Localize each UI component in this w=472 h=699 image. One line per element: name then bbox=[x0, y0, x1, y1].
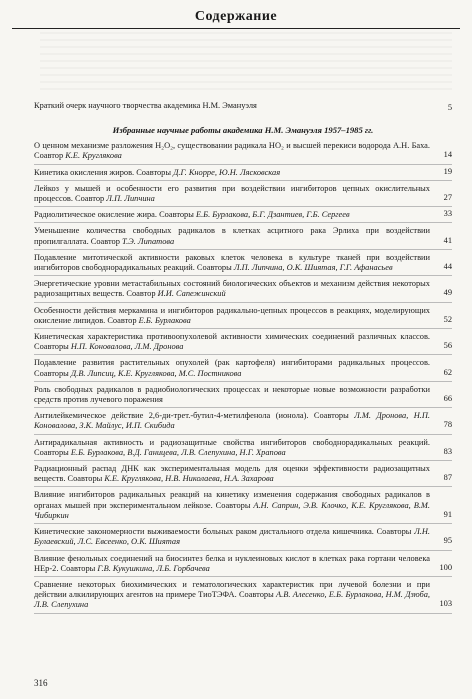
toc-entry-page: 52 bbox=[443, 314, 452, 324]
toc-entry bbox=[34, 358, 452, 381]
toc-entry bbox=[34, 279, 452, 302]
toc-entry-body bbox=[34, 306, 430, 326]
table-of-contents bbox=[34, 101, 452, 617]
toc-entry-authors: Е.Б. Бурлакова, В.Д. Ганицева, Л.В. Слепухина, Н.Г. Храпова bbox=[68, 447, 286, 457]
toc-entry bbox=[34, 332, 452, 355]
toc-entry-title: Особенности действия меркамина и ингибиторов радикально-цепных процессов в реакциях, моделирующих окисление липидов. Соавтор bbox=[34, 305, 430, 325]
toc-entry-authors: К.Е. Круглякова bbox=[63, 151, 122, 161]
toc-entry bbox=[34, 141, 452, 164]
toc-entry-body bbox=[34, 411, 430, 431]
toc-entry-body bbox=[34, 210, 430, 220]
toc-entry bbox=[34, 490, 452, 524]
toc-entry-body bbox=[34, 490, 430, 521]
toc-entry-page: 56 bbox=[443, 341, 452, 351]
toc-entry bbox=[34, 184, 452, 207]
toc-entry-authors: Л.Н. Булаевский, Л.С. Евсеенко, О.К. Шиятая bbox=[34, 527, 430, 547]
toc-entry-authors: Г.В. Кукушкина, Л.Б. Горбачева bbox=[95, 563, 210, 573]
toc-entry-body bbox=[34, 358, 430, 378]
toc-entry-page: 100 bbox=[439, 562, 452, 572]
page-number: 316 bbox=[34, 678, 48, 688]
toc-entry-title: Кинетические закономерности выживаемости больных раком дистального отдела кишечника. Соавторы bbox=[34, 527, 412, 537]
toc-entry-title: Антилейкемическое действие 2,6-ди-трет.-бутил-4-метилфенола (ионола). Соавторы bbox=[34, 411, 349, 421]
toc-entry-authors: Л.М. Дронова, Н.П. Коновалова, З.К. Майлус, И.П. Скибида bbox=[34, 411, 430, 431]
toc-entry bbox=[34, 464, 452, 487]
toc-entry-body bbox=[34, 141, 430, 161]
toc-entry-authors: А.Н. Саприн, Э.В. Клочко, К.Е. Круглякова, В.М. Чибиркин bbox=[34, 500, 430, 520]
toc-entry-body bbox=[34, 332, 430, 352]
toc-entry-title: Подавление митотической активности раковых клеток человека в культуре тканей при воздействии ингибиторов свободнорадикальных реакций. Соавторы bbox=[34, 252, 430, 273]
toc-entry bbox=[34, 306, 452, 329]
toc-entry-page: 103 bbox=[439, 599, 452, 609]
show-through-text bbox=[40, 32, 452, 90]
toc-intro-page: 5 bbox=[447, 102, 452, 112]
toc-entry-title: Сравнение некоторых биохимических и гематологических характеристик при лучевой болезни и при действии алкилирующих агентов на примере ТиоТЭФА. Соавторы bbox=[34, 579, 430, 600]
toc-entry bbox=[34, 580, 452, 614]
toc-entry-title: Подавление развития растительных опухолей (рак картофеля) ингибиторами радикальных процессов. Соавторы bbox=[34, 358, 430, 378]
toc-entry-title: Кинетическая характеристика противоопухолевой активности химических соединений различных классов. Соавторы bbox=[34, 332, 430, 352]
toc-entry bbox=[34, 210, 452, 223]
toc-entry-authors: Н.П. Коновалова, Л.М. Дронова bbox=[68, 342, 184, 352]
toc-entry-body bbox=[34, 279, 430, 299]
toc-entry-page: 66 bbox=[443, 394, 452, 404]
toc-entry-body bbox=[34, 580, 430, 611]
toc-intro-text: Краткий очерк научного творчества академика Н.М. Эмануэля bbox=[34, 101, 257, 110]
toc-entry bbox=[34, 438, 452, 461]
toc-entry-page: 78 bbox=[443, 420, 452, 430]
toc-entry-page: 41 bbox=[443, 235, 452, 245]
toc-entry-body bbox=[34, 168, 430, 178]
toc-entry-page: 49 bbox=[443, 288, 452, 298]
toc-entry-title: Лейкоз у мышей и особенности его развития при воздействии ингибиторов цепных окислительных процессов. Соавтор bbox=[34, 183, 430, 204]
toc-entry-authors: Е.Б. Бурлакова, Б.Г. Дзантиев, Г.Б. Сергеев bbox=[193, 210, 350, 220]
toc-entry-body bbox=[34, 184, 430, 204]
toc-entry-page: 14 bbox=[443, 150, 452, 160]
toc-entry-authors: Л.П. Липчина bbox=[104, 194, 155, 204]
toc-entry-title: Кинетика окисления жиров. Соавторы bbox=[34, 167, 171, 177]
toc-entry bbox=[34, 385, 452, 408]
toc-entry-authors: Д.В. Липсиц, К.Е. Круглякова, М.С. Постникова bbox=[68, 368, 242, 378]
toc-entry bbox=[34, 168, 452, 181]
toc-entry-authors: И.И. Сапежинский bbox=[155, 289, 226, 299]
toc-entry bbox=[34, 554, 452, 577]
toc-entry-body bbox=[34, 527, 430, 547]
toc-entry bbox=[34, 253, 452, 276]
toc-entry-title: Энергетические уровни метастабильных состояний биологических объектов и механизм действия некоторых радиозащитных веществ. Соавтор bbox=[34, 279, 430, 299]
toc-entry-authors: Т.Э. Липатова bbox=[119, 236, 175, 246]
toc-entry-title: Роль свободных радикалов в радиобиологических процессах и некоторые новые возможности разработки средств против лучевого поражения bbox=[34, 384, 430, 405]
toc-entry-page: 95 bbox=[443, 536, 452, 546]
toc-entry-body bbox=[34, 253, 430, 273]
toc-entry-authors: Е.Б. Бурлакова bbox=[136, 315, 191, 325]
toc-entry-page: 27 bbox=[443, 193, 452, 203]
toc-entry-body bbox=[34, 385, 430, 405]
toc-entry bbox=[34, 527, 452, 550]
section-heading: Избранные научные работы академика Н.М. Эмануэля 1957–1985 гг. bbox=[112, 125, 374, 135]
toc-entry-authors: К.Е. Круглякова, Н.В. Николаева, Н.А. Захарова bbox=[102, 474, 274, 484]
toc-entry bbox=[34, 226, 452, 249]
page-title: Содержание bbox=[194, 9, 278, 24]
toc-entry-body bbox=[34, 554, 430, 574]
toc-entry-body bbox=[34, 226, 430, 246]
toc-entry-page: 19 bbox=[443, 166, 452, 176]
toc-entry-title: Радиолитическое окисление жира. Соавторы bbox=[34, 210, 194, 220]
toc-entry-page: 62 bbox=[443, 367, 452, 377]
toc-entry-body bbox=[34, 438, 430, 458]
toc-entry-title: Радиационный распад ДНК как экспериментальная модель для оценки эффективности радиозащитных веществ. Соавторы bbox=[34, 464, 430, 484]
toc-entry-page: 33 bbox=[443, 209, 452, 219]
toc-entry-title: Уменьшение количества свободных радикалов в клетках асцитного рака Эрлиха при воздействии пропилгаллата. Соавтор bbox=[34, 226, 430, 246]
toc-entry-authors: Л.П. Липчина, О.К. Шиятая, Г.Г. Афанасьев bbox=[231, 263, 393, 273]
toc-entry-title: Антирадикальная активность и радиозащитные свойства ингибиторов свободнорадикальных реакций. Соавторы bbox=[34, 437, 430, 457]
toc-entry-page: 87 bbox=[443, 473, 452, 483]
toc-entry-page: 83 bbox=[443, 446, 452, 456]
toc-entry-authors: А.В. Алесенко, Е.Б. Бурлакова, Н.М. Дзюба, Л.В. Слепухина bbox=[34, 590, 430, 610]
toc-intro-entry bbox=[34, 101, 452, 115]
toc-entry-authors: Д.Г. Кнорре, Ю.Н. Лясковская bbox=[171, 167, 281, 177]
toc-entry-list bbox=[34, 141, 452, 613]
toc-entry bbox=[34, 411, 452, 434]
toc-entry-title: О ценном механизме разложения H₂O₂, существовании радикала HO₂ и высшей перекиси водорода А.Н. Баха. Соавтор bbox=[34, 141, 430, 161]
toc-entry-page: 91 bbox=[443, 509, 452, 519]
toc-entry-title: Влияние фенольных соединений на биосинтез белка и нуклеиновых кислот в клетках рака гортани человека HEp-2. Соавторы bbox=[34, 553, 430, 573]
toc-entry-body bbox=[34, 464, 430, 484]
toc-entry-title: Влияние ингибиторов радикальных реакций на кинетику изменения содержания свободных радикалов в органах мышей при экспериментальном лейкозе. Соавторы bbox=[34, 490, 430, 510]
toc-entry-page: 44 bbox=[443, 262, 452, 272]
